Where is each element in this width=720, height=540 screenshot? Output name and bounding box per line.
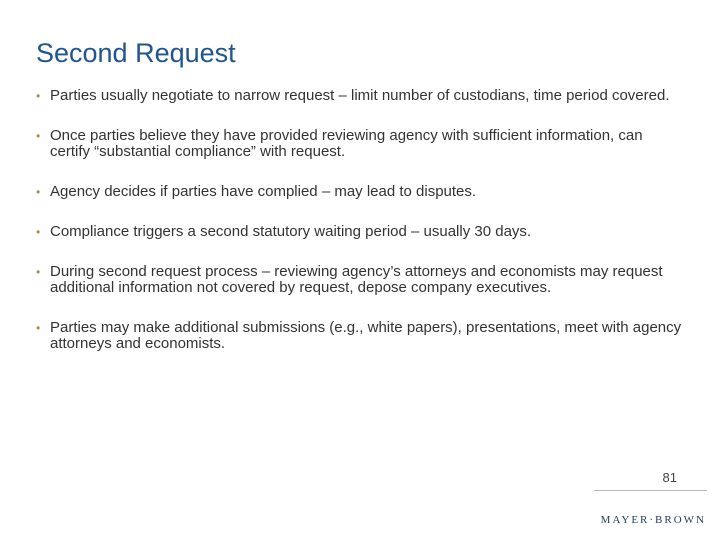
- bullet-icon: •: [36, 185, 41, 199]
- bullet-item: [36, 264, 686, 296]
- bullet-text: Agency decides if parties have complied – may lead to disputes.: [50, 183, 477, 200]
- bullet-icon: •: [36, 225, 41, 239]
- bullet-item: [36, 320, 686, 352]
- bullet-text: Parties may make additional submissions (e.g., white papers), presentations, meet with agency attorneys and economists.: [50, 319, 682, 352]
- bullet-icon: •: [36, 321, 41, 335]
- footer-divider: [594, 490, 707, 491]
- bullet-list: [36, 88, 686, 376]
- bullet-icon: •: [36, 89, 41, 103]
- bullet-item: [36, 184, 686, 200]
- bullet-text: Parties usually negotiate to narrow request – limit number of custodians, time period covered.: [50, 87, 670, 104]
- bullet-item: [36, 128, 686, 160]
- bullet-item: [36, 224, 686, 240]
- bullet-text: Compliance triggers a second statutory waiting period – usually 30 days.: [50, 223, 532, 240]
- bullet-icon: •: [36, 129, 41, 143]
- slide-title: Second Request: [36, 38, 236, 68]
- bullet-text: During second request process – reviewing agency’s attorneys and economists may request additional information not covered by request, depose company executives.: [50, 263, 663, 296]
- bullet-item: [36, 88, 686, 104]
- page-number: 81: [662, 470, 677, 485]
- bullet-icon: •: [36, 265, 41, 279]
- bullet-text: Once parties believe they have provided reviewing agency with sufficient information, can certify “substantial compliance” with request.: [50, 127, 643, 160]
- mayer-brown-logo: MAYER·BROWN: [600, 514, 706, 526]
